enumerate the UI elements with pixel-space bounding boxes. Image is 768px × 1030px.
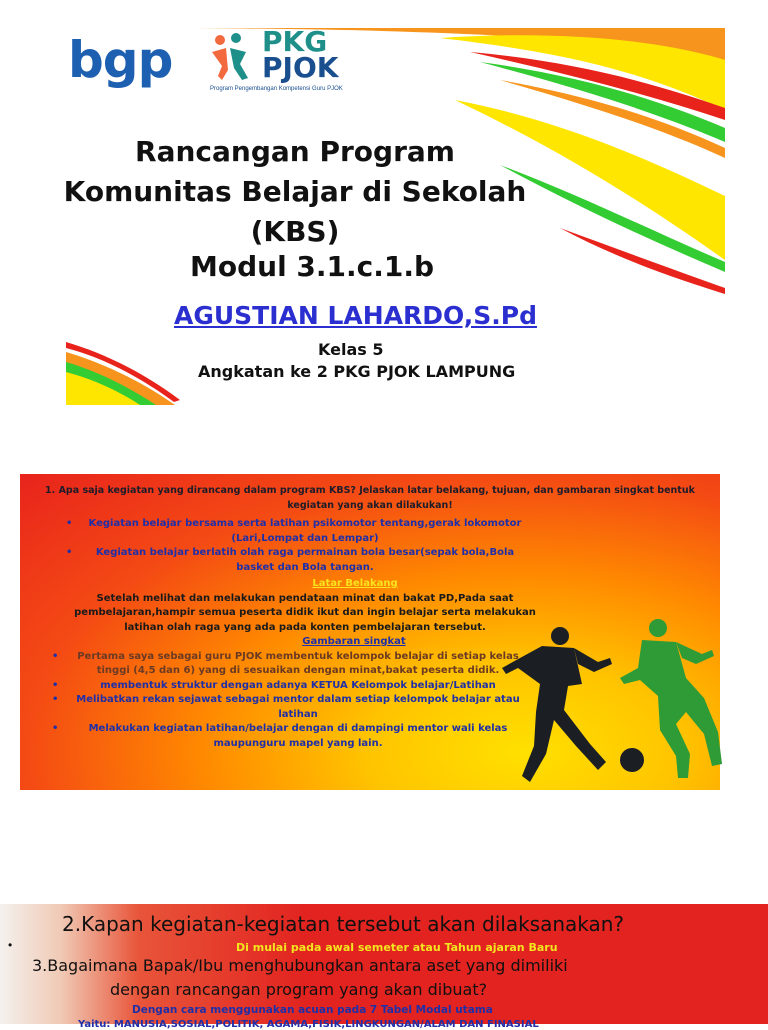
answer-3-assets: Yaitu: MANUSIA,SOSIAL,POLITIK, AGAMA,FISIK,LINGKUNGAN/ALAM DAN FINASIAL <box>78 1019 539 1030</box>
question-2-text: 2.Kapan kegiatan-kegiatan tersebut akan dilaksanakan? <box>62 912 625 936</box>
question-3-line-2: dengan rancangan program yang akan dibuat? <box>110 980 488 999</box>
question-3-line-1: 3.Bagaimana Bapak/Ibu menghubungkan antara aset yang dimiliki <box>32 956 568 975</box>
pkg-figure-icon <box>206 30 258 82</box>
cohort-label: Angkatan ke 2 PKG PJOK LAMPUNG <box>198 362 516 381</box>
title-line-3: (KBS) <box>250 215 340 248</box>
gambaran-item: • membentuk struktur dengan adanya KETUA Kelompok belajar/Latihan <box>66 679 530 694</box>
pkg-logo-word: PKG <box>262 25 328 58</box>
gambaran-item: • Melakukan kegiatan latihan/belajar dengan di dampingi mentor wali kelas maupunguru mapel yang lain. <box>66 722 530 751</box>
cover-slide <box>0 0 768 410</box>
question-1-slide <box>20 474 720 790</box>
gambaran-item: • Pertama saya sebagai guru PJOK membentuk kelompok belajar di setiap kelas tinggi (4,5 dan 6) yang di sesuaikan dengan minat,bakat peserta didik. <box>66 650 530 679</box>
activities-list <box>80 517 530 575</box>
gambaran-item: • Melibatkan rekan sejawat sebagai mentor dalam setiap kelompok belajar atau latihan <box>66 693 530 722</box>
bullet-icon: • <box>8 938 13 952</box>
question-1-text: 1. Apa saja kegiatan yang dirancang dalam program KBS? Jelaskan latar belakang, tujuan, dan gambaran singkat bentuk kegiatan yang akan dilakukan! <box>45 485 695 511</box>
activity-item: • Kegiatan belajar bersama serta latihan psikomotor tentang,gerak lokomotor (Lari,Lompat dan Lempar) <box>80 517 530 546</box>
answer-2-text: Di mulai pada awal semeter atau Tahun ajaran Baru <box>236 941 558 954</box>
author-link[interactable]: AGUSTIAN LAHARDO,S.Pd <box>174 301 537 330</box>
latar-belakang-heading[interactable]: Latar Belakang <box>312 578 398 589</box>
bgp-logo-text: bgp <box>68 31 173 89</box>
answer-3-text: Dengan cara menggunakan acuan pada 7 Tabel Modal utama <box>132 1004 493 1016</box>
activity-item: • Kegiatan belajar berlatih olah raga permainan bola besar(sepak bola,Bola basket dan Bola tangan. <box>80 546 530 575</box>
module-label: Modul 3.1.c.1.b <box>190 250 435 283</box>
cover-title <box>60 132 530 252</box>
question-2-slide <box>0 904 768 1030</box>
question-1-content <box>20 484 720 751</box>
pkg-logo-tagline: Program Pengembangan Kompetensi Guru PJOK <box>210 86 343 92</box>
gambaran-singkat-heading[interactable]: Gambaran singkat <box>302 636 406 647</box>
latar-belakang-text: Setelah melihat dan melakukan pendataan minat dan bakat PD,Pada saat pembelajaran,hampir semua peserta didik ikut dan ingin belajar serta melakukan latihan olah raga yang ada pada konten pembelajaran tersebut. <box>74 592 536 633</box>
gambaran-list <box>66 650 530 752</box>
pjok-logo-word: PJOK <box>262 51 339 84</box>
bgp-logo <box>68 28 196 92</box>
title-line-1: Rancangan Program <box>135 135 455 168</box>
pkg-pjok-logo <box>206 26 356 96</box>
class-label: Kelas 5 <box>318 340 384 359</box>
title-line-2: Komunitas Belajar di Sekolah <box>63 175 527 208</box>
